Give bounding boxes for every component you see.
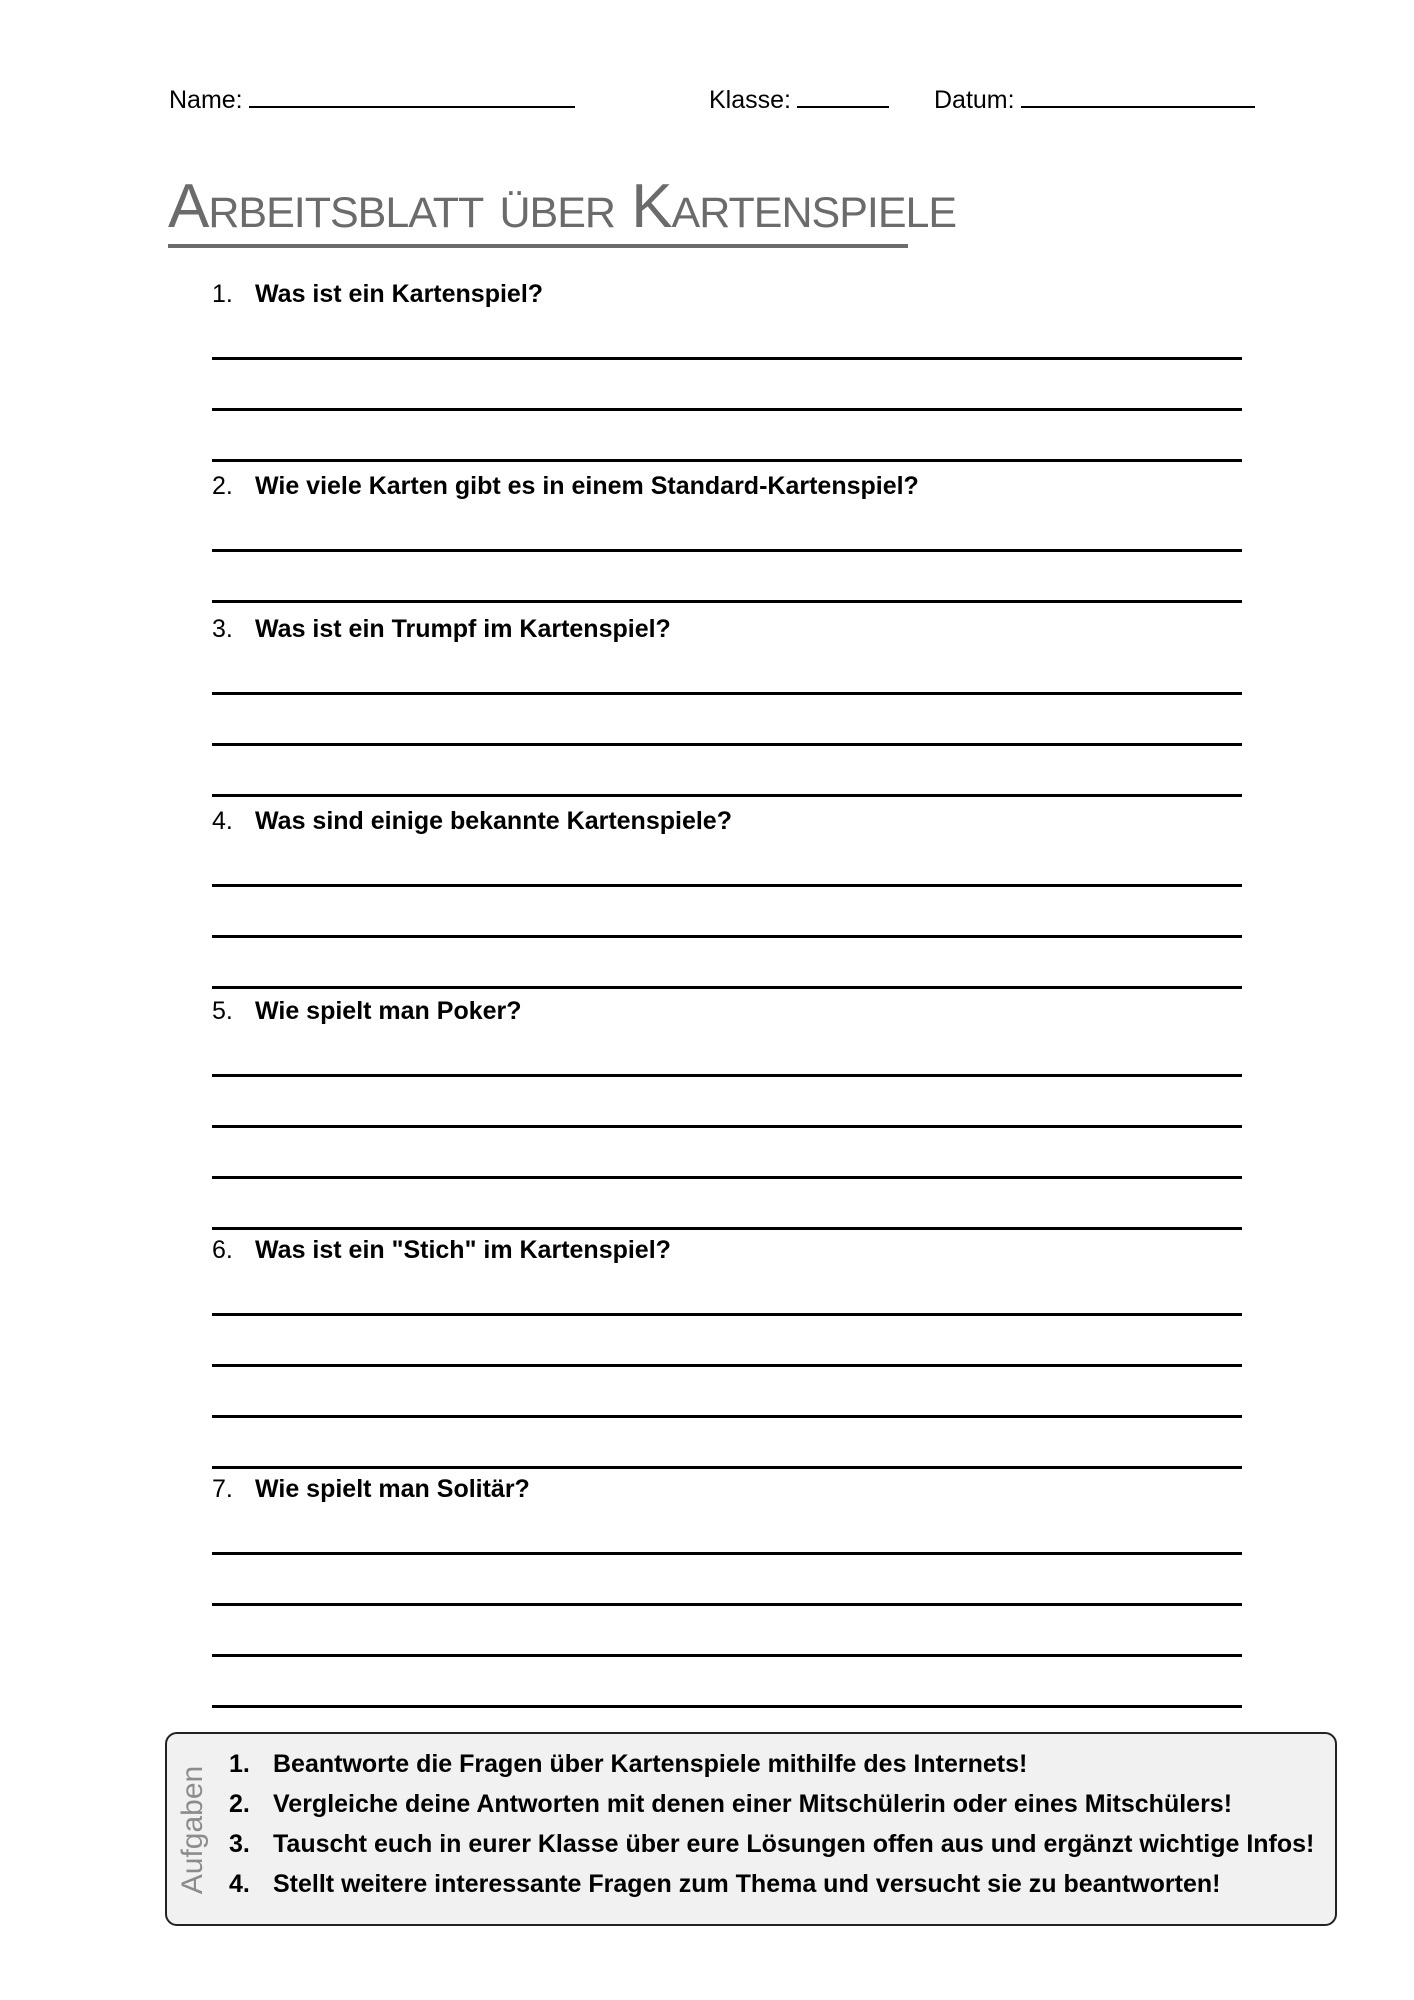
task-number: 3. — [229, 1830, 250, 1858]
answer-line[interactable] — [212, 695, 1242, 746]
tasks-box — [165, 1732, 1337, 1926]
task-item — [229, 1864, 1314, 1904]
question-6 — [212, 1235, 1242, 1469]
answer-line[interactable] — [212, 1504, 1242, 1555]
answer-line[interactable] — [212, 1026, 1242, 1077]
datum-blank-line[interactable] — [1021, 84, 1255, 108]
name-field[interactable] — [169, 84, 575, 115]
question-number: 2. — [212, 472, 233, 500]
tasks-side-label — [171, 1748, 215, 1912]
question-number: 6. — [212, 1236, 233, 1264]
question-text: Wie spielt man Solitär? — [255, 1475, 530, 1503]
answer-line[interactable] — [212, 1555, 1242, 1606]
klasse-field[interactable] — [709, 84, 889, 115]
answer-line[interactable] — [212, 836, 1242, 887]
tasks-list — [229, 1744, 1314, 1904]
datum-field[interactable] — [934, 84, 1255, 115]
answer-line[interactable] — [212, 1265, 1242, 1316]
answer-line[interactable] — [212, 1418, 1242, 1469]
question-3 — [212, 614, 1242, 797]
question-7 — [212, 1474, 1242, 1708]
question-text: Wie spielt man Poker? — [255, 997, 522, 1025]
question-number: 4. — [212, 807, 233, 835]
answer-line[interactable] — [212, 411, 1242, 462]
task-item — [229, 1744, 1314, 1784]
question-number: 1. — [212, 280, 233, 308]
answer-line[interactable] — [212, 1077, 1242, 1128]
answer-line[interactable] — [212, 746, 1242, 797]
task-text: Tauscht euch in eurer Klasse über eure Lösungen offen aus und ergänzt wichtige Infos! — [273, 1830, 1315, 1858]
task-text: Stellt weitere interessante Fragen zum Thema und versucht sie zu beantworten! — [273, 1870, 1221, 1898]
task-number: 1. — [229, 1750, 250, 1778]
name-blank-line[interactable] — [249, 84, 575, 108]
answer-line[interactable] — [212, 1606, 1242, 1657]
answer-line[interactable] — [212, 309, 1242, 360]
task-item — [229, 1784, 1314, 1824]
task-number: 4. — [229, 1870, 250, 1898]
answer-line[interactable] — [212, 552, 1242, 603]
question-1 — [212, 279, 1242, 462]
answer-line[interactable] — [212, 1179, 1242, 1230]
question-number: 7. — [212, 1475, 233, 1503]
question-text: Was ist ein "Stich" im Kartenspiel? — [255, 1236, 671, 1264]
page-title: Arbeitsblatt über Kartenspiele — [168, 176, 908, 248]
question-2 — [212, 471, 1242, 603]
answer-line[interactable] — [212, 938, 1242, 989]
question-number: 3. — [212, 615, 233, 643]
task-number: 2. — [229, 1790, 250, 1818]
answer-line[interactable] — [212, 1367, 1242, 1418]
question-5 — [212, 996, 1242, 1230]
answer-line[interactable] — [212, 501, 1242, 552]
answer-line[interactable] — [212, 1657, 1242, 1708]
task-item — [229, 1824, 1314, 1864]
name-label: Name: — [169, 86, 243, 114]
question-text: Was sind einige bekannte Kartenspiele? — [255, 807, 732, 835]
answer-line[interactable] — [212, 1316, 1242, 1367]
question-number: 5. — [212, 997, 233, 1025]
question-4 — [212, 806, 1242, 989]
question-text: Was ist ein Trumpf im Kartenspiel? — [255, 615, 671, 643]
answer-line[interactable] — [212, 644, 1242, 695]
klasse-blank-line[interactable] — [797, 84, 889, 108]
tasks-heading: Aufgaben — [176, 1765, 210, 1895]
datum-label: Datum: — [934, 86, 1015, 114]
task-text: Beantworte die Fragen über Kartenspiele mithilfe des Internets! — [273, 1750, 1028, 1778]
question-text: Wie viele Karten gibt es in einem Standard-Kartenspiel? — [255, 472, 919, 500]
task-text: Vergleiche deine Antworten mit denen einer Mitschülerin oder eines Mitschülers! — [273, 1790, 1233, 1818]
answer-line[interactable] — [212, 360, 1242, 411]
question-text: Was ist ein Kartenspiel? — [255, 280, 544, 308]
klasse-label: Klasse: — [709, 86, 791, 114]
answer-line[interactable] — [212, 1128, 1242, 1179]
answer-line[interactable] — [212, 887, 1242, 938]
